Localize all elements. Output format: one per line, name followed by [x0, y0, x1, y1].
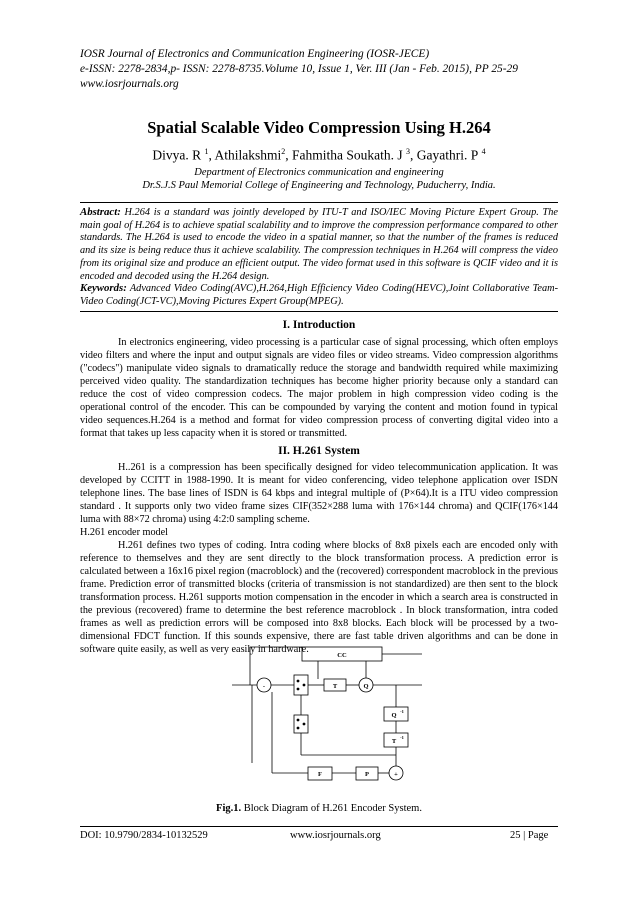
- paper-title: Spatial Scalable Video Compression Using H.264: [147, 118, 491, 137]
- abstract-top-rule: [80, 202, 558, 203]
- section-heading-introduction: I. Introduction: [282, 319, 356, 331]
- journal-issn: e-ISSN: 2278-2834,p- ISSN: 2278-8735.Volume 10, Issue 1, Ver. III (Jan - Feb. 2015), PP 25-29: [80, 63, 518, 75]
- q-label: Q: [363, 683, 369, 690]
- t-label: T: [332, 683, 338, 690]
- paragraph: In electronics engineering, video processing is a particular case of signal processing, which often employs video filters and where the input and output signals are video files or video streams. Video compression algorithms ("codecs") manipulate video signals to dramatically reduce the storage and bandwidth required while maximizing perceived video quality. The standardization techniques has become higher priority because only a standard can reduce the cost of video compression codecs. The major problem in high compression video coding is the operational control of the encoder. This can be compounded by varying the content and motion found in typical video sequences.H.264 is a method and format for video compression process of converting digital video into a format that takes up less capacity when it is stored or transmitted.: [80, 337, 558, 439]
- plus-label: +: [394, 771, 398, 778]
- author-list: Divya. R $^1$, Athilakshmi$^2$, Fahmitha Soukath. J $^3$, Gayathri. P $^4$: [152, 147, 486, 163]
- intra-inter-switch: [294, 675, 308, 695]
- abstract-label: Abstract:: [80, 206, 121, 218]
- author-affil: 1: [204, 147, 209, 156]
- author-affil: 2: [281, 147, 286, 156]
- department: Department of Electronics communication and engineering: [194, 167, 444, 178]
- footer-doi: DOI: 10.9790/2834-10132529: [80, 830, 208, 841]
- qinv-sup: -1: [400, 709, 404, 714]
- subheading: H.261 encoder model: [80, 527, 168, 538]
- footer-site: www.iosrjournals.org: [290, 830, 381, 841]
- affiliation: [0, 166, 638, 192]
- keywords-label: Keywords:: [80, 282, 127, 294]
- author-name: Gayathri. P: [416, 147, 479, 163]
- f-label: F: [318, 771, 322, 778]
- journal-header: [80, 47, 570, 92]
- journal-name: IOSR Journal of Electronics and Communication Engineering (IOSR-JECE): [80, 48, 430, 60]
- loop-switch: [294, 715, 308, 733]
- tinv-label: T: [391, 738, 397, 745]
- paragraph: H..261 is a compression has been specifically designed for video telecommunication application. It was developed by CCITT in 1988-1990. It is meant for video conferencing, video telephone application over ISDN telephone lines. The base lines of ISDN is 64 kbps and integral multiple of (P×64).It is a ITU video compression standard . It supports only two video frame sizes CIF(352×288 luma with 176×144 chroma) and QCIF(176×144 luma with 88×72 chroma) using 4:2:0 sampling scheme.: [80, 462, 558, 525]
- figure-label: Fig.1.: [216, 803, 242, 814]
- author-name: Divya. R: [152, 147, 202, 163]
- college: Dr.S.J.S Paul Memorial College of Engineering and Technology, Puducherry, India.: [142, 180, 496, 191]
- keywords: [80, 282, 558, 308]
- abstract-bottom-rule: [80, 311, 558, 312]
- section-heading-h261: II. H.261 System: [278, 445, 360, 457]
- author-name: Fahmitha Soukath. J: [292, 147, 403, 163]
- abstract: [80, 206, 558, 283]
- qinv-label: Q: [391, 712, 397, 719]
- journal-site: www.iosrjournals.org: [80, 78, 179, 90]
- abstract-text: H.264 is a standard was jointly developed by ITU-T and ISO/IEC Moving Picture Expert Group. The main goal of H.264 is to achieve spatial scalability and to improve the compression performance compared to other standards. The H.264 is used to encode the video in a spatial manner, so that the number of the frames is reduced and its size is being reduce thus it achieve scalability. The compression techniques in H.264 will compress the video from its original size and produce an efficient output. The video format used in this software is QCIF video and it is encoded and decoded using the H.264 design.: [80, 207, 558, 282]
- p-label: P: [365, 771, 369, 778]
- tinv-sup: -1: [400, 735, 404, 740]
- figure-text: Block Diagram of H.261 Encoder System.: [243, 803, 422, 814]
- h261-body: [80, 461, 558, 656]
- footer-page: 25 | Page: [510, 830, 549, 841]
- h261-encoder-diagram: [232, 645, 422, 795]
- author-affil: 4: [481, 147, 486, 156]
- introduction-body: [80, 336, 558, 440]
- keywords-text: Advanced Video Coding(AVC),H.264,High Efficiency Video Coding(HEVC),Joint Collaborative Team-Video Coding(JCT-VC),Moving Pictures Expert Group(MPEG).: [80, 283, 559, 307]
- paragraph: H.261 defines two types of coding. Intra coding where blocks of 8x8 pixels each are encoded only with reference to themselves and they are sent directly to the block transformation process. A prediction error is calculated between a 16x16 pixel region (macroblock) and the (recovered) correspondent macroblock in the previous frame. Prediction error of transmitted blocks (criteria of transmission is not standardized) are then sent to the block transformation process. H.261 supports motion compensation in the encoder in which a search area is constructed in the previous (recovered) frame to determine the best reference macroblock . In block transformation, intra coded frames as well as prediction errors will be composed into 8x8 blocks. Each block will be processed by a two-dimensional FDCT function. If this sounds expensive, there are fast table driven algorithms and can be done in software quite easily, as well as very easily in hardware.: [80, 540, 558, 655]
- author-affil: 3: [406, 147, 410, 156]
- minus-label: -: [262, 683, 266, 690]
- cc-label: CC: [337, 652, 347, 659]
- author-name: Athilakshmi: [214, 147, 282, 163]
- footer-rule: [80, 826, 558, 827]
- figure-caption: [0, 803, 638, 814]
